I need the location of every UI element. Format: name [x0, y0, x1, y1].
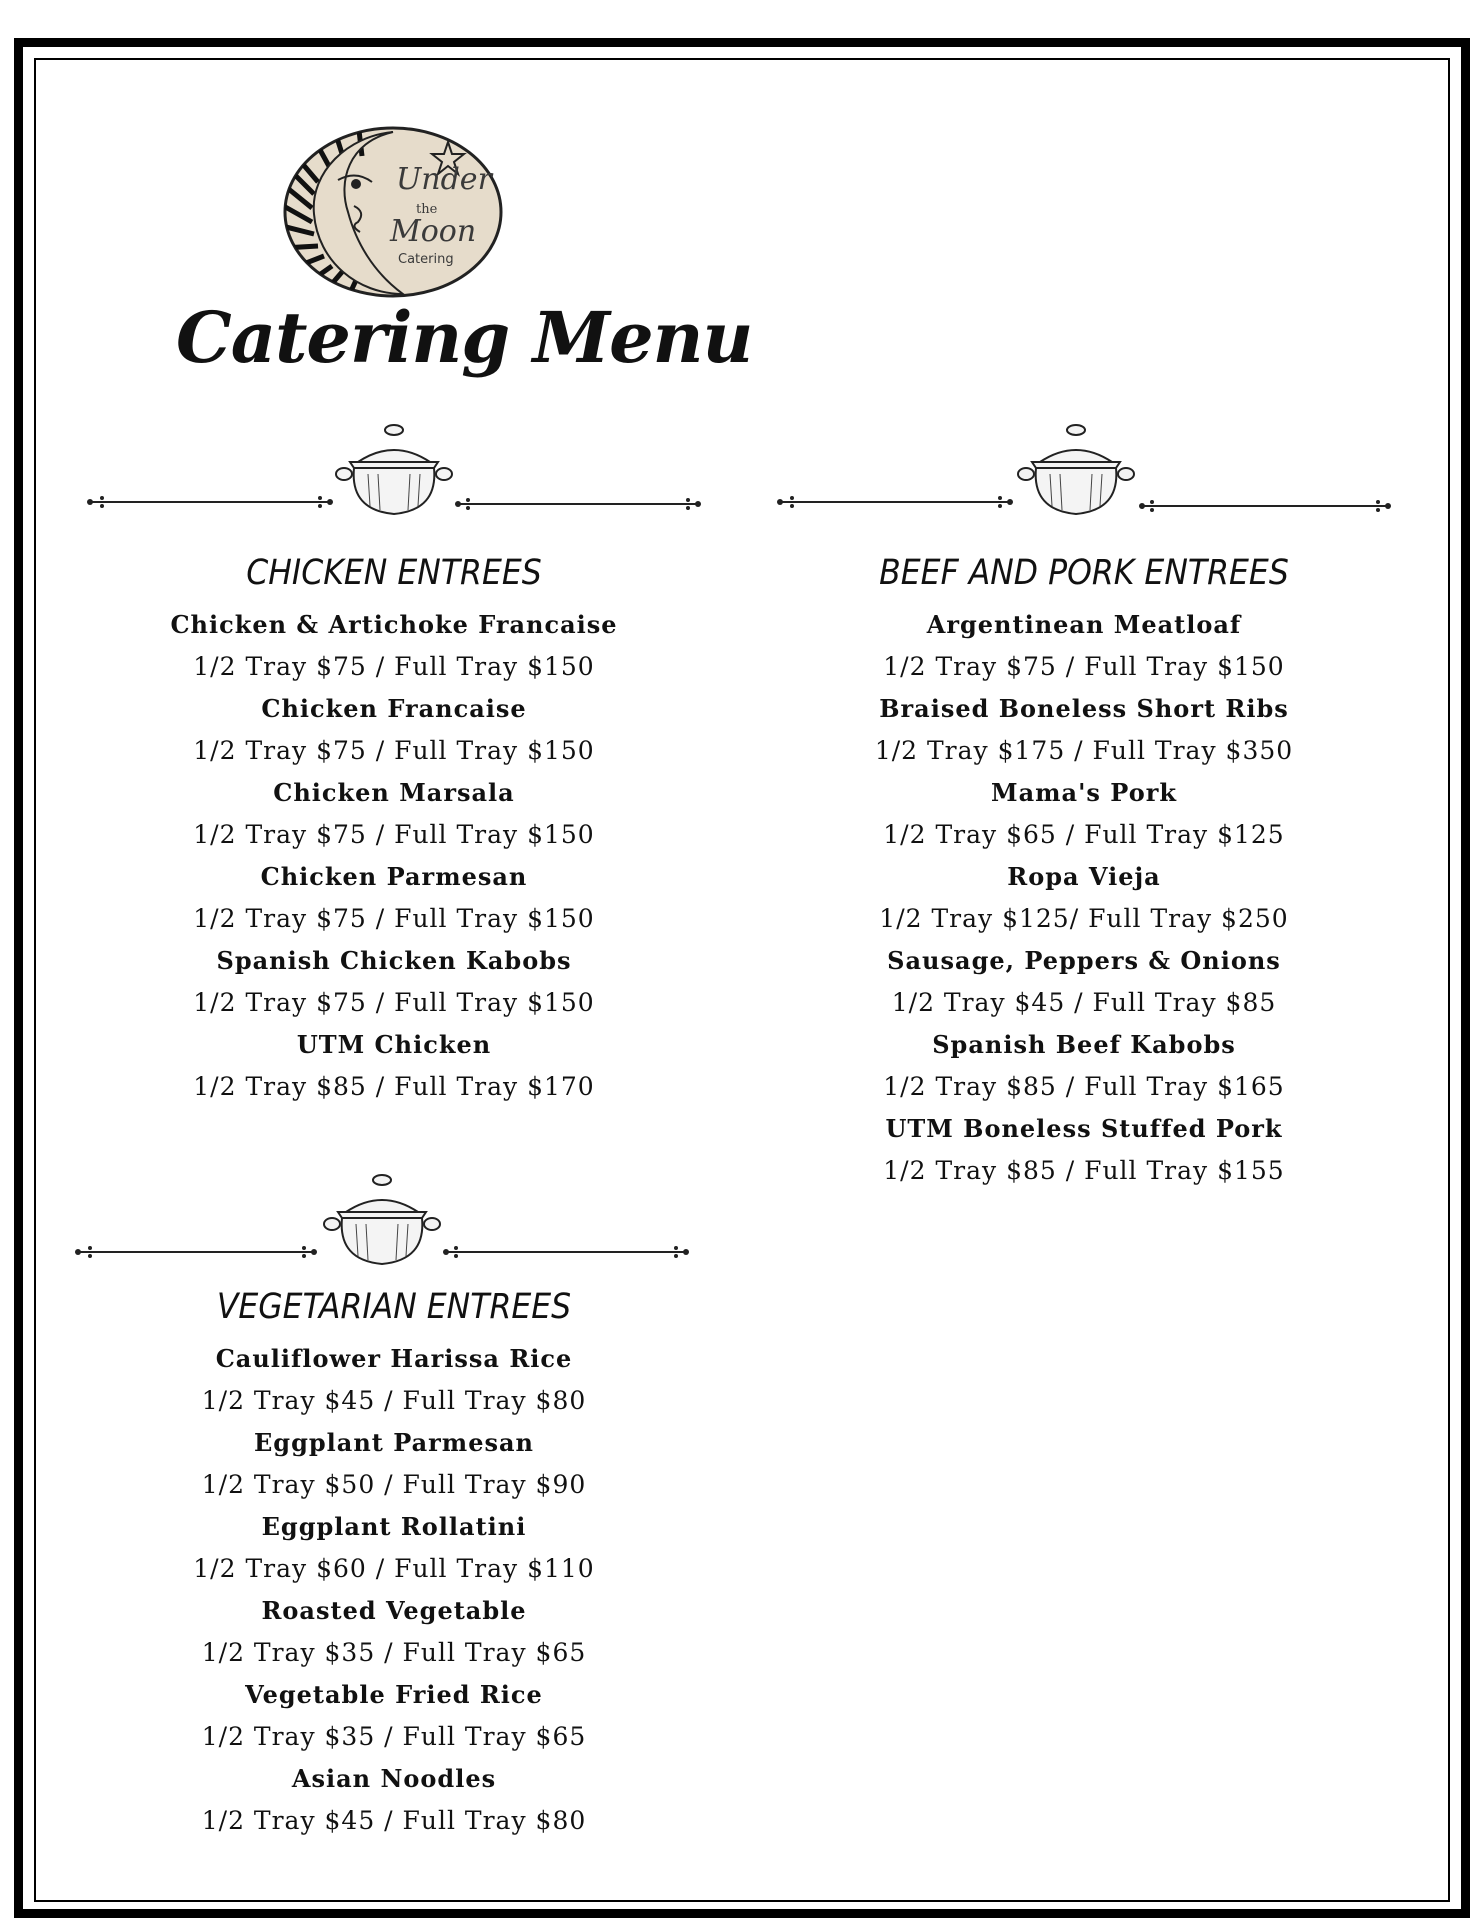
pot-icon — [78, 418, 710, 528]
menu-item-name: UTM Boneless Stuffed Pork — [885, 1114, 1283, 1143]
menu-item-price: 1/2 Tray $35 / Full Tray $65 — [201, 1638, 587, 1667]
menu-item-price: 1/2 Tray $45 / Full Tray $85 — [891, 988, 1277, 1017]
moon-logo-icon — [278, 122, 508, 302]
menu-item-price: 1/2 Tray $60 / Full Tray $110 — [193, 1554, 595, 1583]
pot-icon — [768, 418, 1400, 528]
menu-item-name: Chicken Marsala — [273, 778, 515, 807]
menu-item-name: Chicken Francaise — [261, 694, 527, 723]
logo-text-the: the — [416, 202, 438, 217]
logo-text-moon: Moon — [390, 214, 477, 249]
menu-item-price: 1/2 Tray $75 / Full Tray $150 — [193, 820, 595, 849]
menu-item-name: Vegetable Fried Rice — [245, 1680, 543, 1709]
menu-item-price: 1/2 Tray $75 / Full Tray $150 — [883, 652, 1285, 681]
vegetarian-entrees-section — [84, 1284, 704, 1842]
menu-item-price: 1/2 Tray $175 / Full Tray $350 — [874, 736, 1294, 765]
menu-item-price: 1/2 Tray $75 / Full Tray $150 — [193, 988, 595, 1017]
menu-item-price: 1/2 Tray $85 / Full Tray $165 — [883, 1072, 1285, 1101]
pot-icon — [66, 1168, 698, 1278]
menu-item-price: 1/2 Tray $75 / Full Tray $150 — [193, 736, 595, 765]
menu-item-price: 1/2 Tray $45 / Full Tray $80 — [201, 1386, 587, 1415]
menu-item-name: Braised Boneless Short Ribs — [879, 694, 1289, 723]
menu-item-price: 1/2 Tray $75 / Full Tray $150 — [193, 652, 595, 681]
menu-item-name: Chicken & Artichoke Francaise — [170, 610, 618, 639]
section-heading: VEGETARIAN ENTREES — [216, 1287, 572, 1327]
menu-item-name: Argentinean Meatloaf — [926, 610, 1242, 639]
menu-item-price: 1/2 Tray $45 / Full Tray $80 — [201, 1806, 587, 1835]
menu-item-name: Roasted Vegetable — [261, 1596, 527, 1625]
menu-item-price: 1/2 Tray $65 / Full Tray $125 — [883, 820, 1285, 849]
menu-item-name: Mama's Pork — [991, 778, 1177, 807]
menu-item-price: 1/2 Tray $85 / Full Tray $155 — [883, 1156, 1285, 1185]
menu-item-name: Asian Noodles — [291, 1764, 497, 1793]
menu-item-name: Chicken Parmesan — [260, 862, 528, 891]
pot-divider-chicken — [78, 418, 710, 528]
chicken-entrees-section — [84, 550, 704, 1108]
section-heading: BEEF AND PORK ENTREES — [879, 553, 1289, 593]
menu-item-name: UTM Chicken — [296, 1030, 492, 1059]
menu-item-price: 1/2 Tray $50 / Full Tray $90 — [201, 1470, 587, 1499]
logo-text-catering: Catering — [398, 252, 454, 267]
beef-pork-entrees-section — [774, 550, 1394, 1192]
pot-divider-beef-pork — [768, 418, 1400, 528]
logo-text-under: Under — [396, 162, 492, 197]
section-heading: CHICKEN ENTREES — [246, 553, 542, 593]
menu-item-name: Eggplant Parmesan — [254, 1428, 534, 1457]
menu-item-price: 1/2 Tray $75 / Full Tray $150 — [193, 904, 595, 933]
under-the-moon-logo — [278, 122, 508, 302]
menu-item-name: Spanish Beef Kabobs — [932, 1030, 1236, 1059]
page-title: Catering Menu — [176, 296, 753, 379]
menu-item-name: Ropa Vieja — [1007, 862, 1161, 891]
pot-divider-vegetarian — [66, 1168, 698, 1278]
menu-item-name: Spanish Chicken Kabobs — [216, 946, 572, 975]
menu-item-name: Cauliflower Harissa Rice — [215, 1344, 573, 1373]
menu-item-name: Sausage, Peppers & Onions — [887, 946, 1281, 975]
menu-item-price: 1/2 Tray $35 / Full Tray $65 — [201, 1722, 587, 1751]
menu-item-name: Eggplant Rollatini — [261, 1512, 527, 1541]
menu-item-price: 1/2 Tray $85 / Full Tray $170 — [193, 1072, 595, 1101]
menu-item-price: 1/2 Tray $125/ Full Tray $250 — [879, 904, 1289, 933]
